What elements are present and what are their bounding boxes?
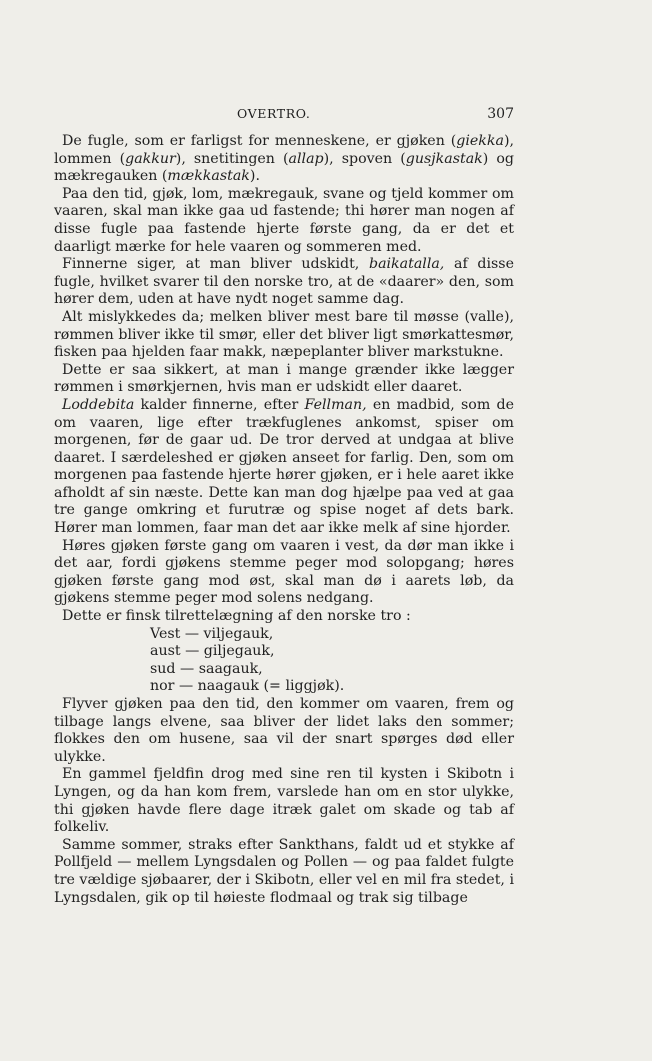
paragraph-dangerous-birds: De fugle, som er farligst for menneskene, er gjøken (giekka), lommen (gakkur), snetitingen (allap), spoven (gusjkastak) og mækregauken (mækkastak).	[54, 133, 514, 185]
running-title: OVERTRO.	[237, 106, 311, 121]
paragraph-finnish-adaptation: Dette er finsk tilrettelægning af den norske tro :	[62, 608, 411, 625]
verse-line: Vest — viljegauk,	[150, 625, 274, 642]
paragraph-cream: Dette er saa sikkert, at man i mange grænder ikke lægger rømmen i smørkjernen, hvis man er udskidt eller daaret.	[54, 361, 514, 396]
verse-block	[54, 626, 514, 696]
paragraph-failures: Alt mislykkedes da; melken bliver mest bare til møsse (valle), rømmen bliver ikke til smør, eller det bliver ligt smørkattesmør, fisken paa hjelden faar makk, næpeplanter bliver markstukne.	[54, 308, 514, 361]
body-text	[54, 133, 514, 907]
paragraph-mountain-finn: En gammel fjeldfin drog med sine ren til kysten i Skibotn i Lyngen, og da han kom frem, varslede han om en stor ulykke, thi gjøken havde flere dage itræk galet om skade og tab af folkeliv.	[54, 766, 514, 836]
verse-line: aust — giljegauk,	[150, 643, 275, 660]
verse-line: sud — saagauk,	[150, 660, 263, 677]
paragraph-fasting: Paa den tid, gjøk, lom, mækregauk, svane og tjeld kommer om vaaren, skal man ikke gaa ud fastende; thi hører man nogen af disse fugle paa fastende hjerte første gang, da er det et daarligt mærke for hele vaaren og sommeren med.	[54, 185, 514, 255]
page-number: 307	[487, 106, 514, 122]
verse-line: nor — naagauk (= liggjøk).	[150, 678, 345, 695]
paragraph-same-summer: Samme sommer, straks efter Sankthans, faldt ud et stykke af Pollfjeld — mellem Lyngsdalen og Pollen — og paa faldet fulgte tre vældige sjøbaarer, der i Skibotn, eller vel en mil fra stedet, i Lyngsdalen, gik op til høieste flodmaal og trak sig tilbage	[54, 836, 514, 906]
paragraph-cuckoo-direction: Høres gjøken første gang om vaaren i vest, da dør man ikke i det aar, fordi gjøkens stemme peger mod solopgang; høres gjøken første gang mod øst, skal man dø i aarets løb, da gjøkens stemme peger mod solens nedgang.	[54, 537, 514, 607]
paragraph-finns-say: Finnerne siger, at man bliver udskidt, baikatalla, af disse fugle, hvilket svarer til den norske tro, at de «daarer» den, som hører dem, uden at have nydt noget samme dag.	[54, 256, 514, 308]
paragraph-flying-cuckoo: Flyver gjøken paa den tid, den kommer om vaaren, frem og tilbage langs elvene, saa bliver der lidet laks den sommer; flokkes den om husene, saa vil der snart spørges død eller ulykke.	[54, 696, 514, 765]
paragraph-loddebita: Loddebita kalder finnerne, efter Fellman, en madbid, som de om vaaren, lige efter trækfuglenes ankomst, spiser om morgenen, før de gaar ud. De tror derved at undgaa at blive daaret. I særdeleshed er gjøken anseet for farlig. Den, som om morgenen paa fastende hjerte hører gjøken, er i hele aaret ikke afholdt af sin næste. Dette kan man dog hjælpe paa ved at gaa tre gange omkring et furutræ og spise noget af dets bark. Hører man lommen, faar man det aar ikke melk af sine hjorder.	[54, 396, 514, 537]
page-header	[54, 106, 514, 126]
